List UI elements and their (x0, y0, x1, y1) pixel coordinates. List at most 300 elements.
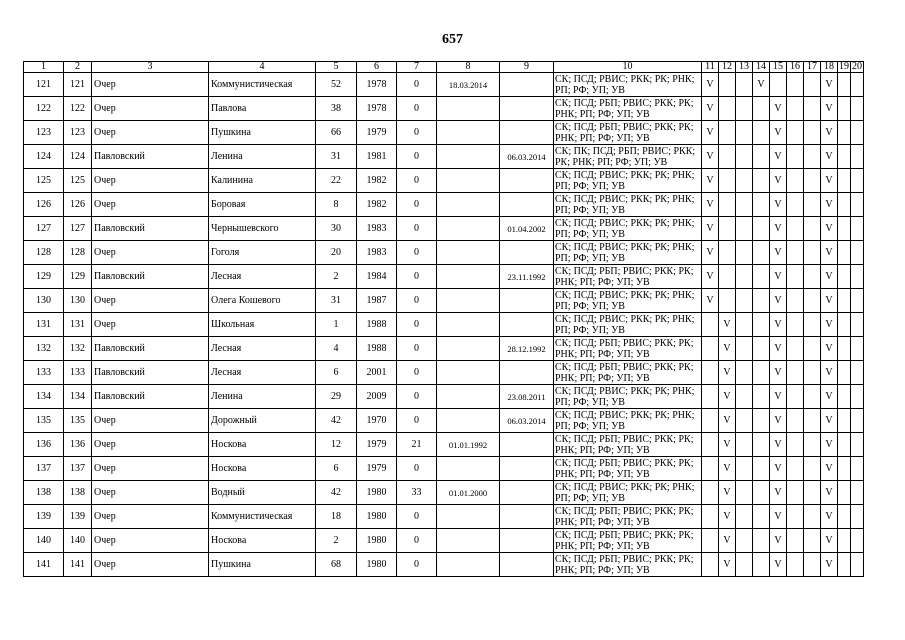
year-cell: 1988 (357, 313, 397, 337)
check-cell-18: V (821, 289, 838, 313)
codes-cell: СК; ПСД; РВИС; РКК; РК; РНК; РП; РФ; УП; УВ (554, 385, 702, 409)
table-row (24, 529, 864, 553)
col-7-cell: 0 (397, 193, 437, 217)
house-number-cell: 20 (316, 241, 357, 265)
check-cell-14 (753, 193, 770, 217)
col-7-cell: 0 (397, 457, 437, 481)
year-cell: 1987 (357, 289, 397, 313)
col-8-date-cell (437, 265, 500, 289)
col-8-date-cell (437, 217, 500, 241)
table-row (24, 313, 864, 337)
check-cell-16 (787, 553, 804, 577)
settlement-cell: Очер (92, 241, 209, 265)
col-1-cell: 134 (24, 385, 64, 409)
house-number-cell: 8 (316, 193, 357, 217)
check-cell-19 (838, 145, 851, 169)
check-cell-12: V (719, 529, 736, 553)
header-cell: 2 (64, 62, 92, 73)
check-cell-19 (838, 529, 851, 553)
street-cell: Коммунистическая (209, 73, 316, 97)
col-2-cell: 121 (64, 73, 92, 97)
check-cell-11 (702, 361, 719, 385)
check-cell-14 (753, 169, 770, 193)
check-cell-11: V (702, 121, 719, 145)
check-cell-14 (753, 217, 770, 241)
codes-cell: СК; ПСД; РБП; РВИС; РКК; РК; РНК; РП; РФ; УП; УВ (554, 529, 702, 553)
street-cell: Школьная (209, 313, 316, 337)
check-cell-20 (851, 241, 864, 265)
col-9-date-cell: 23.08.2011 (500, 385, 554, 409)
table-row (24, 121, 864, 145)
check-cell-16 (787, 337, 804, 361)
table-row (24, 409, 864, 433)
year-cell: 1981 (357, 145, 397, 169)
col-8-date-cell (437, 289, 500, 313)
check-cell-14 (753, 145, 770, 169)
check-cell-12 (719, 217, 736, 241)
check-cell-13 (736, 385, 753, 409)
check-cell-15: V (770, 145, 787, 169)
year-cell: 1983 (357, 241, 397, 265)
codes-cell: СК; ПСД; РБП; РВИС; РКК; РК; РНК; РП; РФ; УП; УВ (554, 505, 702, 529)
check-cell-14 (753, 481, 770, 505)
street-cell: Водный (209, 481, 316, 505)
check-cell-15: V (770, 457, 787, 481)
check-cell-19 (838, 553, 851, 577)
check-cell-20 (851, 73, 864, 97)
check-cell-16 (787, 97, 804, 121)
check-cell-12 (719, 121, 736, 145)
check-cell-17 (804, 145, 821, 169)
check-cell-18: V (821, 169, 838, 193)
check-cell-18: V (821, 505, 838, 529)
check-cell-14 (753, 433, 770, 457)
check-cell-14 (753, 409, 770, 433)
year-cell: 2009 (357, 385, 397, 409)
check-cell-20 (851, 265, 864, 289)
codes-cell: СК; ПСД; РБП; РВИС; РКК; РК; РНК; РП; РФ; УП; УВ (554, 553, 702, 577)
check-cell-18: V (821, 409, 838, 433)
check-cell-13 (736, 169, 753, 193)
year-cell: 1980 (357, 481, 397, 505)
check-cell-18: V (821, 73, 838, 97)
check-cell-11 (702, 433, 719, 457)
check-cell-18: V (821, 145, 838, 169)
check-cell-20 (851, 433, 864, 457)
check-cell-18: V (821, 457, 838, 481)
col-8-date-cell (437, 385, 500, 409)
settlement-cell: Павловский (92, 337, 209, 361)
codes-cell: СК; ПК; ПСД; РБП; РВИС; РКК; РК; РНК; РП; РФ; УП; УВ (554, 145, 702, 169)
col-7-cell: 0 (397, 529, 437, 553)
check-cell-17 (804, 193, 821, 217)
street-cell: Носкова (209, 457, 316, 481)
table-row (24, 385, 864, 409)
col-8-date-cell: 01.01.2000 (437, 481, 500, 505)
header-cell: 4 (209, 62, 316, 73)
col-9-date-cell (500, 529, 554, 553)
col-1-cell: 125 (24, 169, 64, 193)
house-number-cell: 42 (316, 481, 357, 505)
check-cell-19 (838, 169, 851, 193)
check-cell-17 (804, 265, 821, 289)
check-cell-12 (719, 97, 736, 121)
col-9-date-cell (500, 241, 554, 265)
settlement-cell: Очер (92, 433, 209, 457)
street-cell: Боровая (209, 193, 316, 217)
col-9-date-cell: 06.03.2014 (500, 145, 554, 169)
check-cell-11: V (702, 169, 719, 193)
check-cell-15: V (770, 505, 787, 529)
check-cell-16 (787, 241, 804, 265)
check-cell-17 (804, 217, 821, 241)
check-cell-13 (736, 529, 753, 553)
codes-cell: СК; ПСД; РБП; РВИС; РКК; РК; РНК; РП; РФ; УП; УВ (554, 433, 702, 457)
check-cell-11 (702, 505, 719, 529)
check-cell-20 (851, 529, 864, 553)
col-1-cell: 124 (24, 145, 64, 169)
check-cell-17 (804, 97, 821, 121)
check-cell-17 (804, 481, 821, 505)
col-8-date-cell (437, 505, 500, 529)
page-number: 657 (442, 32, 463, 47)
house-number-cell: 52 (316, 73, 357, 97)
street-cell: Калинина (209, 169, 316, 193)
check-cell-13 (736, 553, 753, 577)
col-7-cell: 0 (397, 121, 437, 145)
check-cell-19 (838, 121, 851, 145)
check-cell-12: V (719, 553, 736, 577)
check-cell-16 (787, 481, 804, 505)
check-cell-19 (838, 409, 851, 433)
house-number-cell: 68 (316, 553, 357, 577)
check-cell-14: V (753, 73, 770, 97)
col-8-date-cell (437, 337, 500, 361)
check-cell-17 (804, 337, 821, 361)
check-cell-13 (736, 193, 753, 217)
check-cell-18: V (821, 265, 838, 289)
street-cell: Павлова (209, 97, 316, 121)
check-cell-19 (838, 505, 851, 529)
check-cell-11 (702, 457, 719, 481)
check-cell-13 (736, 409, 753, 433)
col-7-cell: 0 (397, 553, 437, 577)
check-cell-16 (787, 457, 804, 481)
check-cell-20 (851, 121, 864, 145)
check-cell-17 (804, 505, 821, 529)
year-cell: 1982 (357, 193, 397, 217)
table-row (24, 433, 864, 457)
check-cell-19 (838, 97, 851, 121)
street-cell: Лесная (209, 265, 316, 289)
check-cell-14 (753, 313, 770, 337)
col-7-cell: 0 (397, 97, 437, 121)
table-row (24, 553, 864, 577)
check-cell-18: V (821, 121, 838, 145)
check-cell-19 (838, 433, 851, 457)
year-cell: 1979 (357, 121, 397, 145)
check-cell-17 (804, 385, 821, 409)
col-7-cell: 0 (397, 169, 437, 193)
col-2-cell: 129 (64, 265, 92, 289)
check-cell-12: V (719, 313, 736, 337)
check-cell-16 (787, 289, 804, 313)
check-cell-11: V (702, 145, 719, 169)
col-2-cell: 141 (64, 553, 92, 577)
col-2-cell: 138 (64, 481, 92, 505)
codes-cell: СК; ПСД; РБП; РВИС; РКК; РК; РНК; РП; РФ; УП; УВ (554, 457, 702, 481)
check-cell-14 (753, 361, 770, 385)
col-1-cell: 137 (24, 457, 64, 481)
codes-cell: СК; ПСД; РВИС; РКК; РК; РНК; РП; РФ; УП; УВ (554, 313, 702, 337)
codes-cell: СК; ПСД; РБП; РВИС; РКК; РК; РНК; РП; РФ; УП; УВ (554, 361, 702, 385)
check-cell-18: V (821, 241, 838, 265)
col-9-date-cell: 01.04.2002 (500, 217, 554, 241)
year-cell: 1978 (357, 97, 397, 121)
street-cell: Дорожный (209, 409, 316, 433)
year-cell: 1979 (357, 457, 397, 481)
check-cell-11: V (702, 265, 719, 289)
check-cell-20 (851, 313, 864, 337)
codes-cell: СК; ПСД; РВИС; РКК; РК; РНК; РП; РФ; УП; УВ (554, 409, 702, 433)
header-cell: 11 (702, 62, 719, 73)
check-cell-15: V (770, 97, 787, 121)
col-7-cell: 21 (397, 433, 437, 457)
col-1-cell: 138 (24, 481, 64, 505)
data-table (23, 61, 864, 577)
check-cell-11 (702, 337, 719, 361)
check-cell-13 (736, 121, 753, 145)
col-7-cell: 0 (397, 217, 437, 241)
street-cell: Лесная (209, 361, 316, 385)
col-2-cell: 126 (64, 193, 92, 217)
col-2-cell: 140 (64, 529, 92, 553)
col-8-date-cell (437, 169, 500, 193)
check-cell-18: V (821, 361, 838, 385)
col-1-cell: 126 (24, 193, 64, 217)
check-cell-15: V (770, 409, 787, 433)
check-cell-14 (753, 121, 770, 145)
check-cell-17 (804, 433, 821, 457)
house-number-cell: 30 (316, 217, 357, 241)
check-cell-17 (804, 553, 821, 577)
header-cell: 12 (719, 62, 736, 73)
header-cell: 3 (92, 62, 209, 73)
header-cell: 7 (397, 62, 437, 73)
check-cell-11 (702, 385, 719, 409)
check-cell-11: V (702, 217, 719, 241)
check-cell-19 (838, 313, 851, 337)
check-cell-18: V (821, 337, 838, 361)
check-cell-20 (851, 145, 864, 169)
header-cell: 13 (736, 62, 753, 73)
col-8-date-cell (437, 361, 500, 385)
check-cell-15: V (770, 265, 787, 289)
check-cell-16 (787, 265, 804, 289)
codes-cell: СК; ПСД; РВИС; РКК; РК; РНК; РП; РФ; УП; УВ (554, 289, 702, 313)
check-cell-12: V (719, 337, 736, 361)
check-cell-13 (736, 217, 753, 241)
check-cell-14 (753, 529, 770, 553)
check-cell-18: V (821, 217, 838, 241)
col-2-cell: 132 (64, 337, 92, 361)
house-number-cell: 18 (316, 505, 357, 529)
check-cell-16 (787, 193, 804, 217)
codes-cell: СК; ПСД; РБП; РВИС; РКК; РК; РНК; РП; РФ; УП; УВ (554, 337, 702, 361)
codes-cell: СК; ПСД; РБП; РВИС; РКК; РК; РНК; РП; РФ; УП; УВ (554, 121, 702, 145)
check-cell-19 (838, 193, 851, 217)
street-cell: Ленина (209, 385, 316, 409)
check-cell-20 (851, 217, 864, 241)
col-9-date-cell (500, 193, 554, 217)
check-cell-12 (719, 289, 736, 313)
header-cell: 18 (821, 62, 838, 73)
check-cell-18: V (821, 553, 838, 577)
year-cell: 2001 (357, 361, 397, 385)
col-8-date-cell (437, 193, 500, 217)
col-1-cell: 131 (24, 313, 64, 337)
col-7-cell: 33 (397, 481, 437, 505)
check-cell-11 (702, 409, 719, 433)
check-cell-18: V (821, 385, 838, 409)
check-cell-15: V (770, 337, 787, 361)
col-8-date-cell (437, 457, 500, 481)
year-cell: 1980 (357, 553, 397, 577)
check-cell-12 (719, 169, 736, 193)
check-cell-16 (787, 169, 804, 193)
check-cell-20 (851, 337, 864, 361)
check-cell-12 (719, 193, 736, 217)
check-cell-18: V (821, 481, 838, 505)
col-1-cell: 141 (24, 553, 64, 577)
col-2-cell: 137 (64, 457, 92, 481)
col-9-date-cell (500, 313, 554, 337)
check-cell-20 (851, 409, 864, 433)
settlement-cell: Павловский (92, 265, 209, 289)
check-cell-12: V (719, 433, 736, 457)
col-7-cell: 0 (397, 409, 437, 433)
table-row (24, 145, 864, 169)
col-2-cell: 135 (64, 409, 92, 433)
table-row (24, 505, 864, 529)
col-8-date-cell (437, 145, 500, 169)
col-2-cell: 125 (64, 169, 92, 193)
check-cell-12: V (719, 505, 736, 529)
house-number-cell: 31 (316, 289, 357, 313)
house-number-cell: 1 (316, 313, 357, 337)
check-cell-20 (851, 385, 864, 409)
check-cell-12 (719, 241, 736, 265)
check-cell-12: V (719, 385, 736, 409)
check-cell-13 (736, 145, 753, 169)
col-9-date-cell (500, 289, 554, 313)
check-cell-12 (719, 145, 736, 169)
check-cell-18: V (821, 433, 838, 457)
street-cell: Олега Кошевого (209, 289, 316, 313)
col-7-cell: 0 (397, 241, 437, 265)
check-cell-14 (753, 241, 770, 265)
col-7-cell: 0 (397, 505, 437, 529)
check-cell-13 (736, 97, 753, 121)
col-2-cell: 139 (64, 505, 92, 529)
check-cell-11: V (702, 73, 719, 97)
street-cell: Ленина (209, 145, 316, 169)
col-7-cell: 0 (397, 337, 437, 361)
check-cell-19 (838, 241, 851, 265)
check-cell-17 (804, 361, 821, 385)
house-number-cell: 4 (316, 337, 357, 361)
check-cell-11: V (702, 289, 719, 313)
street-cell: Носкова (209, 529, 316, 553)
col-9-date-cell (500, 553, 554, 577)
col-2-cell: 123 (64, 121, 92, 145)
check-cell-15: V (770, 169, 787, 193)
check-cell-20 (851, 193, 864, 217)
header-cell: 5 (316, 62, 357, 73)
check-cell-15: V (770, 217, 787, 241)
codes-cell: СК; ПСД; РВИС; РКК; РК; РНК; РП; РФ; УП; УВ (554, 481, 702, 505)
table-row (24, 169, 864, 193)
house-number-cell: 31 (316, 145, 357, 169)
check-cell-18: V (821, 313, 838, 337)
house-number-cell: 2 (316, 265, 357, 289)
check-cell-16 (787, 409, 804, 433)
check-cell-18: V (821, 529, 838, 553)
col-8-date-cell (437, 529, 500, 553)
settlement-cell: Очер (92, 481, 209, 505)
check-cell-15: V (770, 433, 787, 457)
check-cell-16 (787, 433, 804, 457)
check-cell-17 (804, 169, 821, 193)
header-cell: 1 (24, 62, 64, 73)
table-row (24, 289, 864, 313)
col-9-date-cell (500, 97, 554, 121)
check-cell-16 (787, 313, 804, 337)
house-number-cell: 42 (316, 409, 357, 433)
check-cell-13 (736, 481, 753, 505)
house-number-cell: 66 (316, 121, 357, 145)
col-8-date-cell: 01.01.1992 (437, 433, 500, 457)
check-cell-11 (702, 313, 719, 337)
settlement-cell: Очер (92, 457, 209, 481)
col-1-cell: 135 (24, 409, 64, 433)
check-cell-16 (787, 145, 804, 169)
col-2-cell: 122 (64, 97, 92, 121)
settlement-cell: Очер (92, 409, 209, 433)
col-7-cell: 0 (397, 385, 437, 409)
header-cell: 20 (852, 61, 862, 72)
check-cell-14 (753, 265, 770, 289)
check-cell-12 (719, 265, 736, 289)
col-7-cell: 0 (397, 73, 437, 97)
check-cell-16 (787, 73, 804, 97)
col-8-date-cell (437, 313, 500, 337)
house-number-cell: 12 (316, 433, 357, 457)
settlement-cell: Очер (92, 169, 209, 193)
house-number-cell: 6 (316, 361, 357, 385)
col-7-cell: 0 (397, 145, 437, 169)
year-cell: 1980 (357, 529, 397, 553)
check-cell-11: V (702, 241, 719, 265)
table-row (24, 481, 864, 505)
check-cell-19 (838, 481, 851, 505)
check-cell-17 (804, 313, 821, 337)
year-cell: 1983 (357, 217, 397, 241)
col-2-cell: 124 (64, 145, 92, 169)
col-7-cell: 0 (397, 313, 437, 337)
year-cell: 1988 (357, 337, 397, 361)
header-row (24, 62, 864, 73)
